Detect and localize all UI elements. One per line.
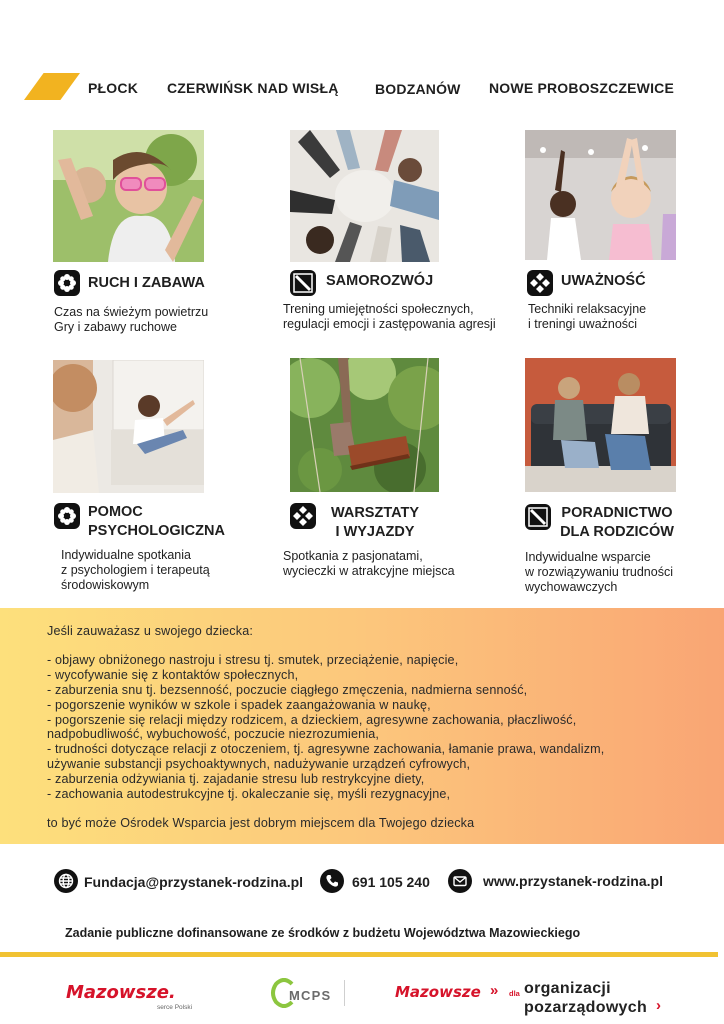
offer-desc-line: z psychologiem i terapeutą xyxy=(61,563,210,577)
offer-desc-line: Trening umiejętności społecznych, xyxy=(283,302,474,316)
offer-title-warsztaty xyxy=(322,504,428,542)
offer-desc-line: Spotkania z pasjonatami, xyxy=(283,549,423,563)
location-plock: PŁOCK xyxy=(88,80,138,96)
offer-desc-line: Gry i zabawy ruchowe xyxy=(54,320,177,334)
offer-title-line: PSYCHOLOGICZNA xyxy=(88,523,225,539)
offer-desc-uwaznosc xyxy=(528,302,646,332)
location-nowe-proboszczewice: NOWE PROBOSZCZEWICE xyxy=(489,80,675,96)
offer-desc-line: wychowawczych xyxy=(525,580,618,594)
offer-title-samorozwoj: SAMOROZWÓJ xyxy=(326,273,434,289)
photo-yoga-kids xyxy=(525,130,676,260)
phone-icon xyxy=(320,869,344,893)
logo-mazowsze2-text: Mazowsze xyxy=(395,983,481,1001)
offer-title-pomoc-psychologiczna xyxy=(88,503,225,541)
flower-icon xyxy=(54,503,80,529)
diamond-dots-icon xyxy=(527,270,553,296)
offer-title-line: I WYJAZDY xyxy=(335,524,415,540)
offer-desc-line: Indywidualne spotkania xyxy=(61,548,191,562)
flower-icon xyxy=(54,270,80,296)
offer-desc-line: w rozwiązywaniu trudności xyxy=(525,565,673,579)
offer-title-line: WARSZTATY xyxy=(330,505,420,521)
offer-desc-ruch-i-zabawa xyxy=(54,305,208,335)
info-item: - zachowania autodestrukcyjne tj. okaleczanie się, myśli rezygnacyjne, xyxy=(47,787,451,802)
photo-group-circle xyxy=(290,130,439,262)
logo-org-line1: organizacji xyxy=(524,980,611,997)
photo-girl-with-psychologist xyxy=(53,360,204,493)
logo-mcps-text: MCPS xyxy=(289,988,332,1003)
slash-icon xyxy=(290,270,316,296)
info-closing: to być może Ośrodek Wsparcia jest dobrym miejscem dla Twojego dziecka xyxy=(47,815,475,830)
chevron-right-icon: › xyxy=(656,997,661,1014)
info-item: - zaburzenia odżywiania tj. zajadanie stresu lub restrykcyjne diety, xyxy=(47,772,425,787)
photo-parents-counseling xyxy=(525,358,676,492)
double-chevron-icon: » xyxy=(490,982,499,999)
logo-mazowsze-sub: serce Polski xyxy=(157,1004,193,1011)
offer-desc-poradnictwo xyxy=(525,550,673,595)
info-intro: Jeśli zauważasz u swojego dziecka: xyxy=(47,624,253,638)
logo-separator xyxy=(344,980,345,1006)
mail-icon xyxy=(448,869,472,893)
divider-line xyxy=(0,952,718,957)
photo-kids-playing xyxy=(53,130,204,262)
offer-desc-line: środowiskowym xyxy=(61,578,150,592)
info-item: - zaburzenia snu tj. bezsenność, poczucie ciągłego zmęczenia, nadmierna senność, xyxy=(47,682,528,697)
info-item: używanie substancji psychoaktywnych, nadużywanie urządzeń cyfrowych, xyxy=(47,757,471,772)
offer-desc-line: regulacji emocji i zastępowania agresji xyxy=(283,317,496,331)
offer-desc-pomoc-psychologiczna xyxy=(61,548,210,593)
offer-desc-line: wycieczki w atrakcyjne miejsca xyxy=(283,564,455,578)
header-accent-shape xyxy=(24,73,80,100)
location-czerwinsk: CZERWIŃSK NAD WISŁĄ xyxy=(167,80,339,96)
offer-title-poradnictwo xyxy=(556,504,678,542)
globe-icon xyxy=(54,869,78,893)
info-item: nadpobudliwość, wybuchowość, poczucie niezrozumienia, xyxy=(47,727,380,742)
info-item: - wycofywanie się z kontaktów społecznych, xyxy=(47,667,299,682)
offer-desc-line: i treningi uważności xyxy=(528,317,638,331)
photo-rope-swing xyxy=(290,358,439,492)
logo-mazowsze-text: Mazowsze. xyxy=(66,982,176,1003)
offer-desc-warsztaty xyxy=(283,549,455,579)
contact-website[interactable]: www.przystanek-rodzina.pl xyxy=(483,873,663,889)
offer-desc-line: Techniki relaksacyjne xyxy=(528,302,647,316)
offer-desc-samorozwoj xyxy=(283,302,496,332)
info-item: - pogorszenie wyników w szkole i spadek zaangażowania w naukę, xyxy=(47,697,431,712)
info-item: - objawy obniżonego nastroju i stresu tj. smutek, przeciążenie, napięcie, xyxy=(47,652,459,667)
offer-title-line: DLA RODZICÓW xyxy=(560,524,674,540)
offer-title-line: POMOC xyxy=(88,504,143,520)
location-bodzanow: BODZANÓW xyxy=(375,81,461,97)
funding-note: Zadanie publiczne dofinansowane ze środków z budżetu Województwa Mazowieckiego xyxy=(65,926,581,940)
slash-icon xyxy=(525,504,551,530)
contact-email[interactable]: Fundacja@przystanek-rodzina.pl xyxy=(84,874,304,890)
contact-phone[interactable]: 691 105 240 xyxy=(352,874,430,890)
offer-title-ruch-i-zabawa: RUCH I ZABAWA xyxy=(88,275,205,291)
offer-title-uwaznosc: UWAŻNOŚĆ xyxy=(561,273,646,289)
info-item: - trudności dotyczące relacji z otoczeniem, tj. agresywne zachowania, łamanie prawa, wandalizm, xyxy=(47,742,605,757)
info-text xyxy=(47,624,717,831)
offer-desc-line: Indywidualne wsparcie xyxy=(525,550,651,564)
offer-title-line: PORADNICTWO xyxy=(561,505,673,521)
logo-org-line2: pozarządowych xyxy=(524,999,648,1016)
diamond-dots-icon xyxy=(290,503,316,529)
info-item: - pogorszenie się relacji między rodzicem, a dzieckiem, agresywne zachowania, płaczliwość, xyxy=(47,712,577,727)
logo-dla-text: dla xyxy=(509,989,520,998)
offer-desc-line: Czas na świeżym powietrzu xyxy=(54,305,209,319)
